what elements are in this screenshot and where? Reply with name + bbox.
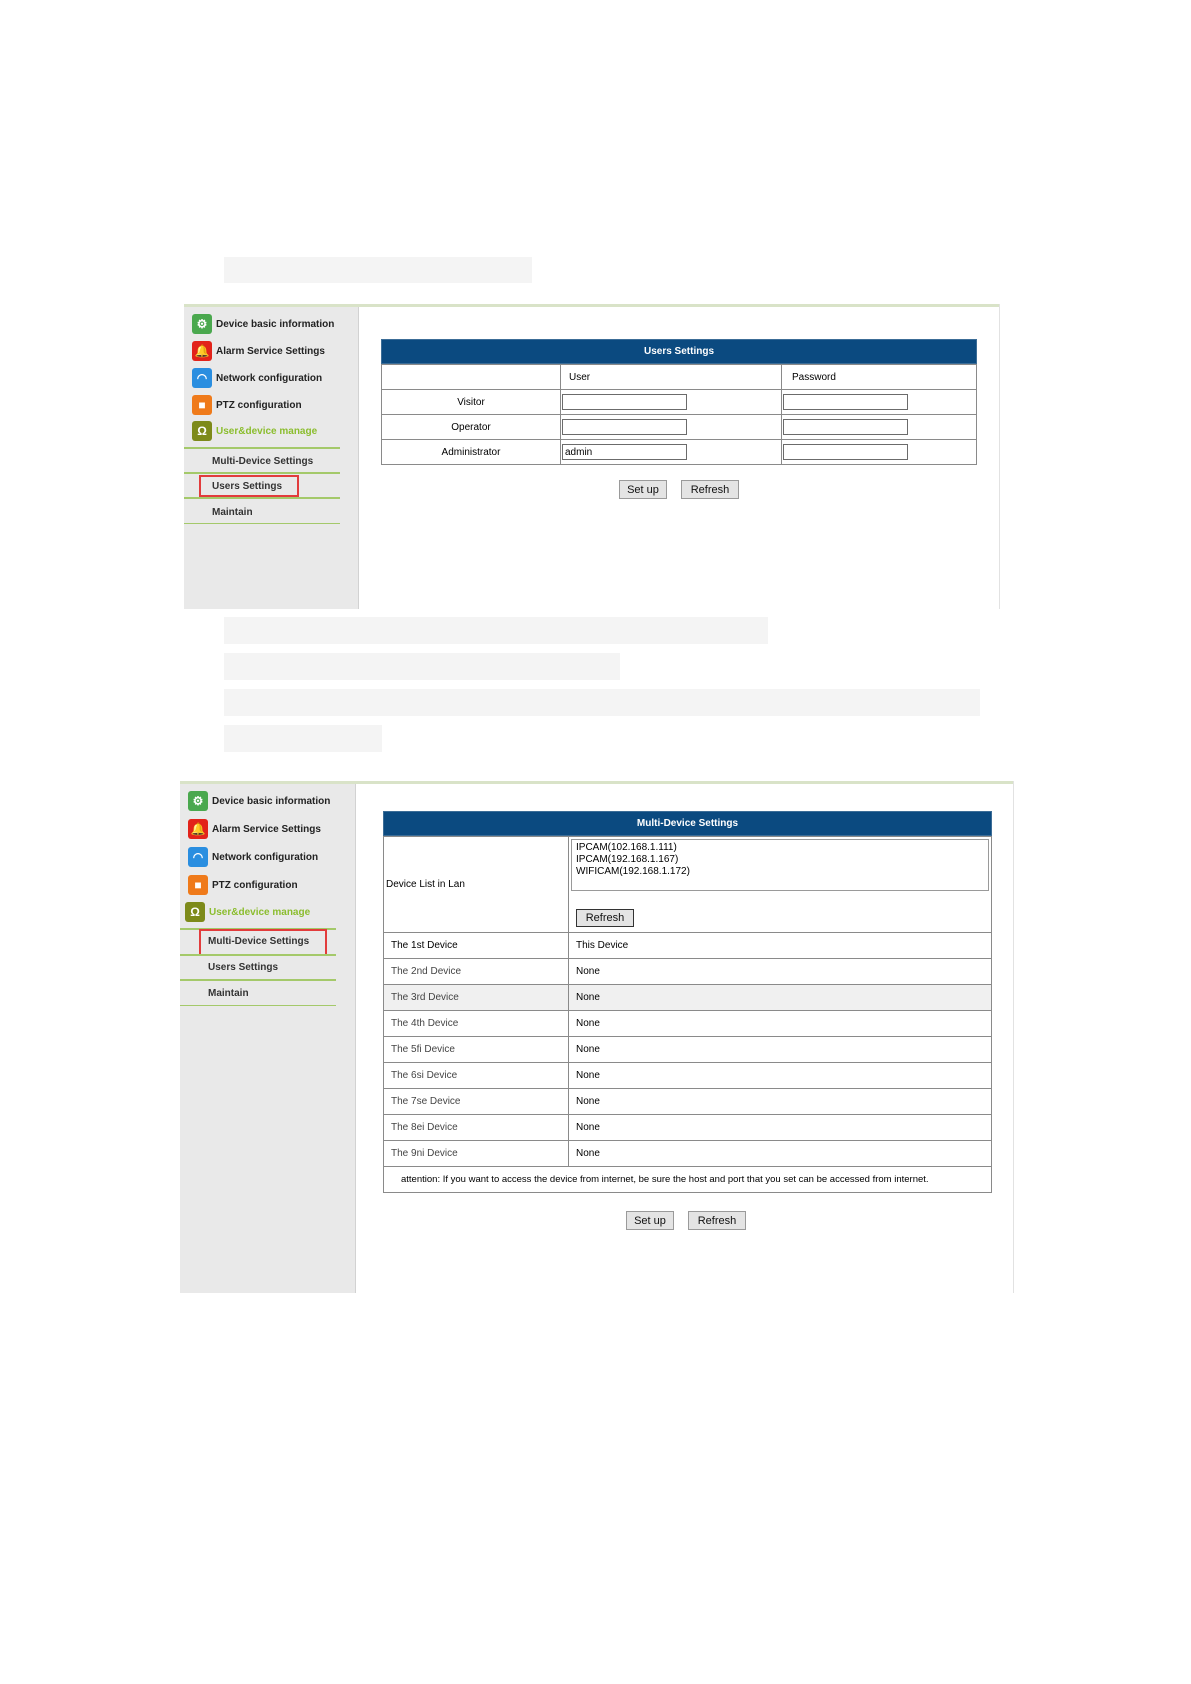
table-row xyxy=(384,1089,992,1115)
divider xyxy=(184,523,340,524)
menu-device-basic-info[interactable] xyxy=(192,312,334,336)
header-user: User xyxy=(561,365,782,390)
table-row xyxy=(384,959,992,985)
list-item[interactable]: IPCAM(102.168.1.111) xyxy=(576,842,677,853)
gear-icon: ⚙ xyxy=(188,791,208,811)
user-icon: Ω xyxy=(185,902,205,922)
header-cell xyxy=(382,365,561,390)
device-label: The 2nd Device xyxy=(384,959,569,985)
administrator-user-input[interactable] xyxy=(562,444,687,460)
users-settings-screenshot xyxy=(184,304,1000,609)
visitor-password-input[interactable] xyxy=(783,394,908,410)
blank-text-line xyxy=(224,689,980,716)
multi-device-settings-screenshot xyxy=(180,781,1014,1293)
menu-label: User&device manage xyxy=(216,425,318,437)
menu-user-device-manage[interactable] xyxy=(192,419,317,443)
menu-ptz-config[interactable] xyxy=(188,873,298,897)
menu-label: Device basic information xyxy=(216,318,335,330)
users-table xyxy=(381,364,977,465)
blank-text-line xyxy=(224,257,532,283)
operator-user-input[interactable] xyxy=(562,419,687,435)
device-label: The 4th Device xyxy=(384,1011,569,1037)
device-label: The 1st Device xyxy=(384,933,569,959)
table-row xyxy=(384,1115,992,1141)
divider xyxy=(184,447,340,449)
header-password: Password xyxy=(782,365,977,390)
table-row xyxy=(384,933,992,959)
device-value[interactable]: This Device xyxy=(569,933,992,959)
divider xyxy=(180,954,336,956)
device-value[interactable]: None xyxy=(569,1011,992,1037)
table-row xyxy=(382,390,977,415)
blank-text-line xyxy=(224,617,768,644)
table-row xyxy=(384,1063,992,1089)
right-border xyxy=(999,304,1000,609)
multi-device-table xyxy=(383,836,992,1193)
gear-icon: ⚙ xyxy=(192,314,212,334)
sidebar-item-maintain[interactable]: Maintain xyxy=(212,507,253,518)
device-value[interactable]: None xyxy=(569,959,992,985)
role-label: Visitor xyxy=(382,390,561,415)
menu-ptz-config[interactable] xyxy=(192,393,302,417)
camera-icon: ■ xyxy=(192,395,212,415)
divider xyxy=(184,472,340,474)
menu-label: Network configuration xyxy=(216,372,323,384)
menu-alarm-service[interactable] xyxy=(188,817,321,841)
refresh-button[interactable]: Refresh xyxy=(688,1211,746,1230)
attention-text: attention: If you want to access the device from internet, be sure the host and port that you set can be accessed from internet. xyxy=(384,1167,992,1193)
bell-icon: 🔔 xyxy=(192,341,212,361)
setup-button[interactable]: Set up xyxy=(619,480,667,499)
menu-label: User&device manage xyxy=(209,906,311,918)
users-settings-title: Users Settings xyxy=(381,339,977,364)
menu-label: Alarm Service Settings xyxy=(216,345,325,357)
menu-label: PTZ configuration xyxy=(216,399,302,411)
sidebar xyxy=(184,307,359,609)
sidebar-item-maintain[interactable]: Maintain xyxy=(208,988,249,999)
visitor-user-input[interactable] xyxy=(562,394,687,410)
menu-user-device-manage[interactable] xyxy=(185,900,310,924)
list-item[interactable]: IPCAM(192.168.1.167) xyxy=(576,854,679,865)
device-value[interactable]: None xyxy=(569,1115,992,1141)
attention-row xyxy=(384,1167,992,1193)
table-row xyxy=(384,1141,992,1167)
device-value[interactable]: None xyxy=(569,1141,992,1167)
device-label: The 9ni Device xyxy=(384,1141,569,1167)
blank-text-line xyxy=(224,725,382,752)
operator-password-input[interactable] xyxy=(783,419,908,435)
device-value[interactable]: None xyxy=(569,1089,992,1115)
wifi-icon: ◠ xyxy=(192,368,212,388)
camera-icon: ■ xyxy=(188,875,208,895)
device-label: The 3rd Device xyxy=(384,985,569,1011)
blank-text-line xyxy=(224,653,620,680)
menu-device-basic-info[interactable] xyxy=(188,789,330,813)
sidebar-item-multi-device[interactable]: Multi-Device Settings xyxy=(212,456,314,467)
device-label: The 8ei Device xyxy=(384,1115,569,1141)
multi-device-title: Multi-Device Settings xyxy=(383,811,992,836)
device-label: The 6si Device xyxy=(384,1063,569,1089)
device-list-row xyxy=(384,837,992,933)
setup-button[interactable]: Set up xyxy=(626,1211,674,1230)
refresh-button[interactable]: Refresh xyxy=(681,480,739,499)
menu-alarm-service[interactable] xyxy=(192,339,325,363)
divider xyxy=(180,979,336,981)
user-icon: Ω xyxy=(192,421,212,441)
table-row xyxy=(382,415,977,440)
sidebar-item-users-settings[interactable]: Users Settings xyxy=(208,962,279,973)
menu-label: PTZ configuration xyxy=(212,879,298,891)
menu-label: Network configuration xyxy=(212,851,319,863)
table-row xyxy=(384,985,992,1011)
menu-label: Device basic information xyxy=(212,795,331,807)
administrator-password-input[interactable] xyxy=(783,444,908,460)
table-row xyxy=(382,440,977,465)
list-item[interactable]: WIFICAM(192.168.1.172) xyxy=(576,866,690,877)
role-label: Operator xyxy=(382,415,561,440)
device-label: The 7se Device xyxy=(384,1089,569,1115)
table-row xyxy=(384,1037,992,1063)
device-value[interactable]: None xyxy=(569,1037,992,1063)
lan-device-listbox[interactable] xyxy=(571,839,989,891)
menu-network-config[interactable] xyxy=(188,845,318,869)
menu-label: Alarm Service Settings xyxy=(212,823,321,835)
sidebar-item-multi-device[interactable]: Multi-Device Settings xyxy=(208,936,310,947)
sidebar xyxy=(180,784,356,1293)
divider xyxy=(184,497,340,499)
device-label: The 5fi Device xyxy=(384,1037,569,1063)
menu-network-config[interactable] xyxy=(192,366,322,390)
bell-icon: 🔔 xyxy=(188,819,208,839)
device-value[interactable]: None xyxy=(569,985,992,1011)
wifi-icon: ◠ xyxy=(188,847,208,867)
sidebar-item-users-settings[interactable]: Users Settings xyxy=(212,481,283,492)
list-refresh-button[interactable]: Refresh xyxy=(576,909,634,927)
device-value[interactable]: None xyxy=(569,1063,992,1089)
role-label: Administrator xyxy=(382,440,561,465)
right-border xyxy=(1013,781,1014,1293)
divider xyxy=(180,1005,336,1006)
table-row xyxy=(384,1011,992,1037)
device-list-label: Device List in Lan xyxy=(384,837,569,933)
